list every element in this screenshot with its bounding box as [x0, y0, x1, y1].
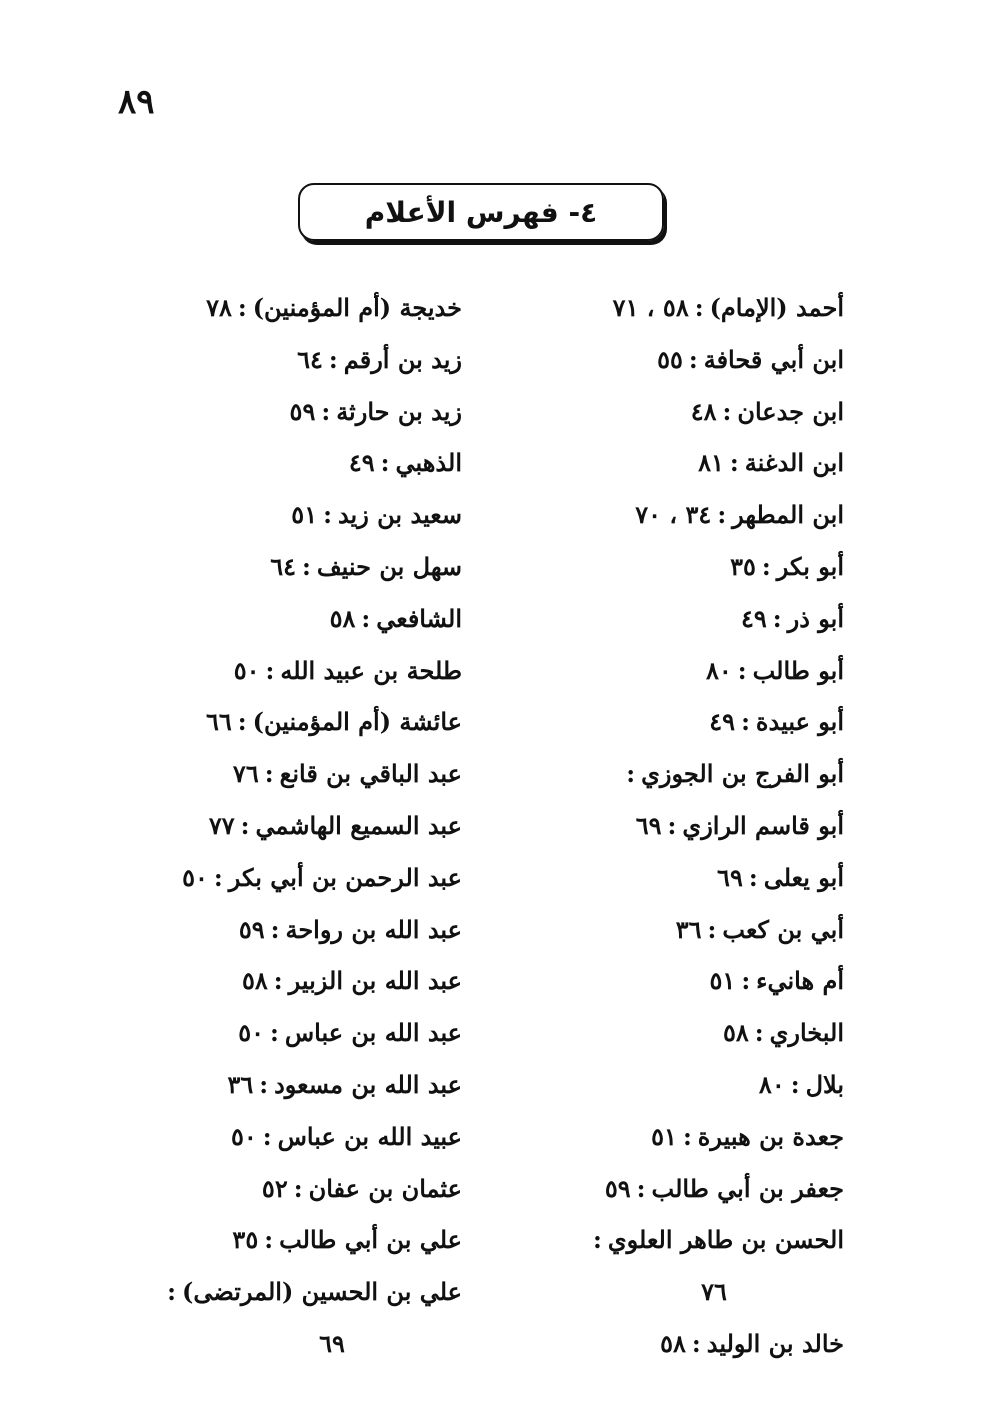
entry-pages: ٣٤ ، ٧٠	[635, 500, 712, 530]
index-entry: أبو قاسم الرازي:٦٩	[635, 810, 844, 840]
index-entry: عبد الله بن مسعود:٣٦	[227, 1069, 462, 1099]
entry-pages: ٦٦	[205, 707, 232, 737]
index-entry: جعفر بن أبي طالب:٥٩	[604, 1173, 844, 1203]
index-entry: أبو بكر:٣٥	[730, 551, 844, 581]
index-entry: أبو ذر:٤٩	[740, 603, 844, 633]
entry-name: عثمان بن عفان	[308, 1173, 462, 1203]
entry-name: أم هانيء	[756, 966, 844, 996]
entry-name: الحسن بن طاهر العلوي	[607, 1225, 844, 1255]
index-entry: عثمان بن عفان:٥٢	[261, 1173, 462, 1203]
index-entry: البخاري:٥٨	[722, 1018, 844, 1048]
entry-name: جعفر بن أبي طالب	[651, 1173, 844, 1203]
index-entry: علي بن أبي طالب:٣٥	[232, 1225, 462, 1255]
index-title: ٤- فهرس الأعلام	[364, 195, 598, 229]
entry-pages: ٦٩	[635, 810, 662, 840]
index-entry: طلحة بن عبيد الله:٥٠	[233, 655, 462, 685]
entry-pages: ٥٠	[182, 862, 208, 892]
index-entry: عبد الله بن رواحة:٥٩	[238, 914, 462, 944]
entry-name: عبيد الله بن عباس	[277, 1121, 462, 1151]
entry-pages: ٧٦	[232, 759, 259, 789]
entry-pages: ٥٠	[238, 1018, 264, 1048]
entry-pages: ٦٩	[717, 862, 743, 892]
entry-pages: ٥٩	[238, 914, 265, 944]
entry-name: ابن أبي قحافة	[703, 344, 844, 374]
index-entry: أبي بن كعب:٣٦	[675, 914, 844, 944]
entry-name: بلال	[805, 1069, 844, 1099]
entry-pages: ٣٥	[730, 551, 756, 581]
entry-pages: ٥٨	[242, 966, 268, 996]
index-entry: عبد الرحمن بن أبي بكر:٥٠	[182, 862, 462, 892]
index-entry: الذهبي:٤٩	[348, 448, 462, 478]
entry-pages: ٥٨	[660, 1328, 686, 1358]
entry-pages: ٤٩	[740, 603, 767, 633]
entry-name: الشافعي	[376, 603, 462, 633]
entry-name: سهل بن حنيف	[316, 551, 462, 581]
entry-name: البخاري	[769, 1018, 844, 1048]
index-entry: أم هانيء:٥١	[709, 966, 844, 996]
index-entry: أبو يعلى:٦٩	[717, 862, 844, 892]
right-index-column	[544, 282, 844, 1370]
entry-pages: ٣٥	[232, 1225, 259, 1255]
entry-name: أبو قاسم الرازي	[682, 810, 844, 840]
index-entry: الشافعي:٥٨	[329, 603, 462, 633]
entry-name: زيد بن حارثة	[336, 396, 462, 426]
entry-pages: ٥٩	[604, 1173, 631, 1203]
index-entry: زيد بن أرقم:٦٤	[297, 344, 462, 374]
entry-name: عبد الله بن رواحة	[285, 914, 462, 944]
entry-pages: ٨٠	[758, 1069, 785, 1099]
index-entry: ابن الدغنة:٨١	[698, 448, 844, 478]
entry-pages: ٣٦	[675, 914, 702, 944]
entry-name: أحمد (الإمام)	[709, 293, 844, 322]
index-entry: زيد بن حارثة:٥٩	[289, 396, 462, 426]
entry-pages: ٦٤	[270, 551, 296, 581]
entry-pages: ٥٨ ، ٧١	[612, 293, 689, 322]
index-entry: بلال:٨٠	[758, 1069, 844, 1099]
entry-pages: ٥٨	[329, 603, 356, 633]
entry-pages: ٥٨	[722, 1018, 749, 1048]
index-entry: عبد الله بن عباس:٥٠	[238, 1018, 462, 1048]
index-entry: عبد الله بن الزبير:٥٨	[242, 966, 462, 996]
entry-pages: ٥٥	[657, 344, 683, 374]
entry-name: عائشة (أم المؤمنين)	[252, 707, 462, 737]
entry-name: عبد السميع الهاشمي	[255, 810, 462, 840]
entry-name: خالد بن الوليد	[706, 1328, 844, 1358]
entry-continuation: ٦٩	[319, 1328, 345, 1358]
entry-continuation: ٧٦	[701, 1277, 727, 1307]
entry-name: علي بن أبي طالب	[279, 1225, 462, 1255]
entry-name: زيد بن أرقم	[343, 344, 462, 374]
index-title-frame	[298, 183, 664, 241]
entry-pages: ٣٦	[227, 1069, 254, 1099]
entry-name: أبو عبيدة	[755, 707, 844, 737]
entry-name: أبو طالب	[752, 655, 844, 685]
entry-name: أبي بن كعب	[722, 914, 844, 944]
index-entry: ابن المطهر:٣٤ ، ٧٠	[635, 500, 844, 530]
index-entry: علي بن الحسين (المرتضى):	[167, 1277, 462, 1307]
index-entry: عائشة (أم المؤمنين):٦٦	[205, 707, 462, 737]
entry-name: عبد الله بن مسعود	[274, 1069, 462, 1099]
entry-pages: ٨١	[698, 448, 724, 478]
entry-pages: ٧٨	[206, 293, 232, 322]
page-number: ٨٩	[118, 82, 155, 122]
entry-name: جعدة بن هبيرة	[697, 1121, 844, 1151]
entry-name: أبو ذر	[787, 603, 844, 633]
entry-name: عبد الباقي بن قانع	[279, 759, 462, 789]
entry-name: عبد الرحمن بن أبي بكر	[228, 862, 462, 892]
entry-name: الذهبي	[395, 448, 462, 478]
entry-name: أبو يعلى	[763, 862, 844, 892]
entry-name: عبد الله بن الزبير	[288, 966, 462, 996]
entry-name: عبد الله بن عباس	[284, 1018, 462, 1048]
entry-pages: ٥٢	[261, 1173, 288, 1203]
entry-pages: ٦٤	[297, 344, 323, 374]
entry-name: أبو الفرج بن الجوزي	[641, 759, 844, 789]
entry-pages: ٤٩	[348, 448, 375, 478]
entry-name: ابن الدغنة	[744, 448, 844, 478]
entry-pages: ٨٠	[705, 655, 732, 685]
entry-pages: ٤٨	[690, 396, 717, 426]
left-index-column	[142, 282, 462, 1370]
entry-pages: ٥٠	[230, 1121, 257, 1151]
entry-pages: ٥١	[291, 500, 318, 530]
index-entry: أبو الفرج بن الجوزي:	[626, 759, 844, 789]
entry-pages: ٥٠	[233, 655, 260, 685]
entry-name: ابن جدعان	[737, 396, 844, 426]
entry-pages: ٥١	[709, 966, 736, 996]
entry-name: طلحة بن عبيد الله	[280, 655, 462, 685]
entry-pages: ٥٩	[289, 396, 316, 426]
entry-pages: ٥١	[651, 1121, 677, 1151]
index-entry: عبيد الله بن عباس:٥٠	[230, 1121, 462, 1151]
entry-pages: ٤٩	[709, 707, 736, 737]
entry-name: أبو بكر	[776, 551, 844, 581]
index-entry: ابن أبي قحافة:٥٥	[657, 344, 844, 374]
entry-pages: ٧٧	[208, 810, 235, 840]
entry-name: سعيد بن زيد	[337, 500, 462, 530]
entry-name: ابن المطهر	[732, 500, 844, 530]
index-entry: جعدة بن هبيرة:٥١	[651, 1121, 844, 1151]
index-entry: عبد السميع الهاشمي:٧٧	[208, 810, 462, 840]
index-entry: سعيد بن زيد:٥١	[291, 500, 462, 530]
index-entry: ابن جدعان:٤٨	[690, 396, 844, 426]
index-entry: أبو عبيدة:٤٩	[709, 707, 844, 737]
index-entry: سهل بن حنيف:٦٤	[270, 551, 462, 581]
index-entry: خديجة (أم المؤمنين):٧٨	[206, 293, 462, 322]
index-entry: خالد بن الوليد:٥٨	[660, 1328, 844, 1358]
index-entry: أحمد (الإمام):٥٨ ، ٧١	[612, 293, 844, 322]
entry-name: علي بن الحسين (المرتضى)	[182, 1277, 462, 1307]
index-entry: عبد الباقي بن قانع:٧٦	[232, 759, 462, 789]
index-entry: أبو طالب:٨٠	[705, 655, 844, 685]
index-entry: الحسن بن طاهر العلوي:	[592, 1225, 844, 1255]
entry-name: خديجة (أم المؤمنين)	[252, 293, 462, 322]
